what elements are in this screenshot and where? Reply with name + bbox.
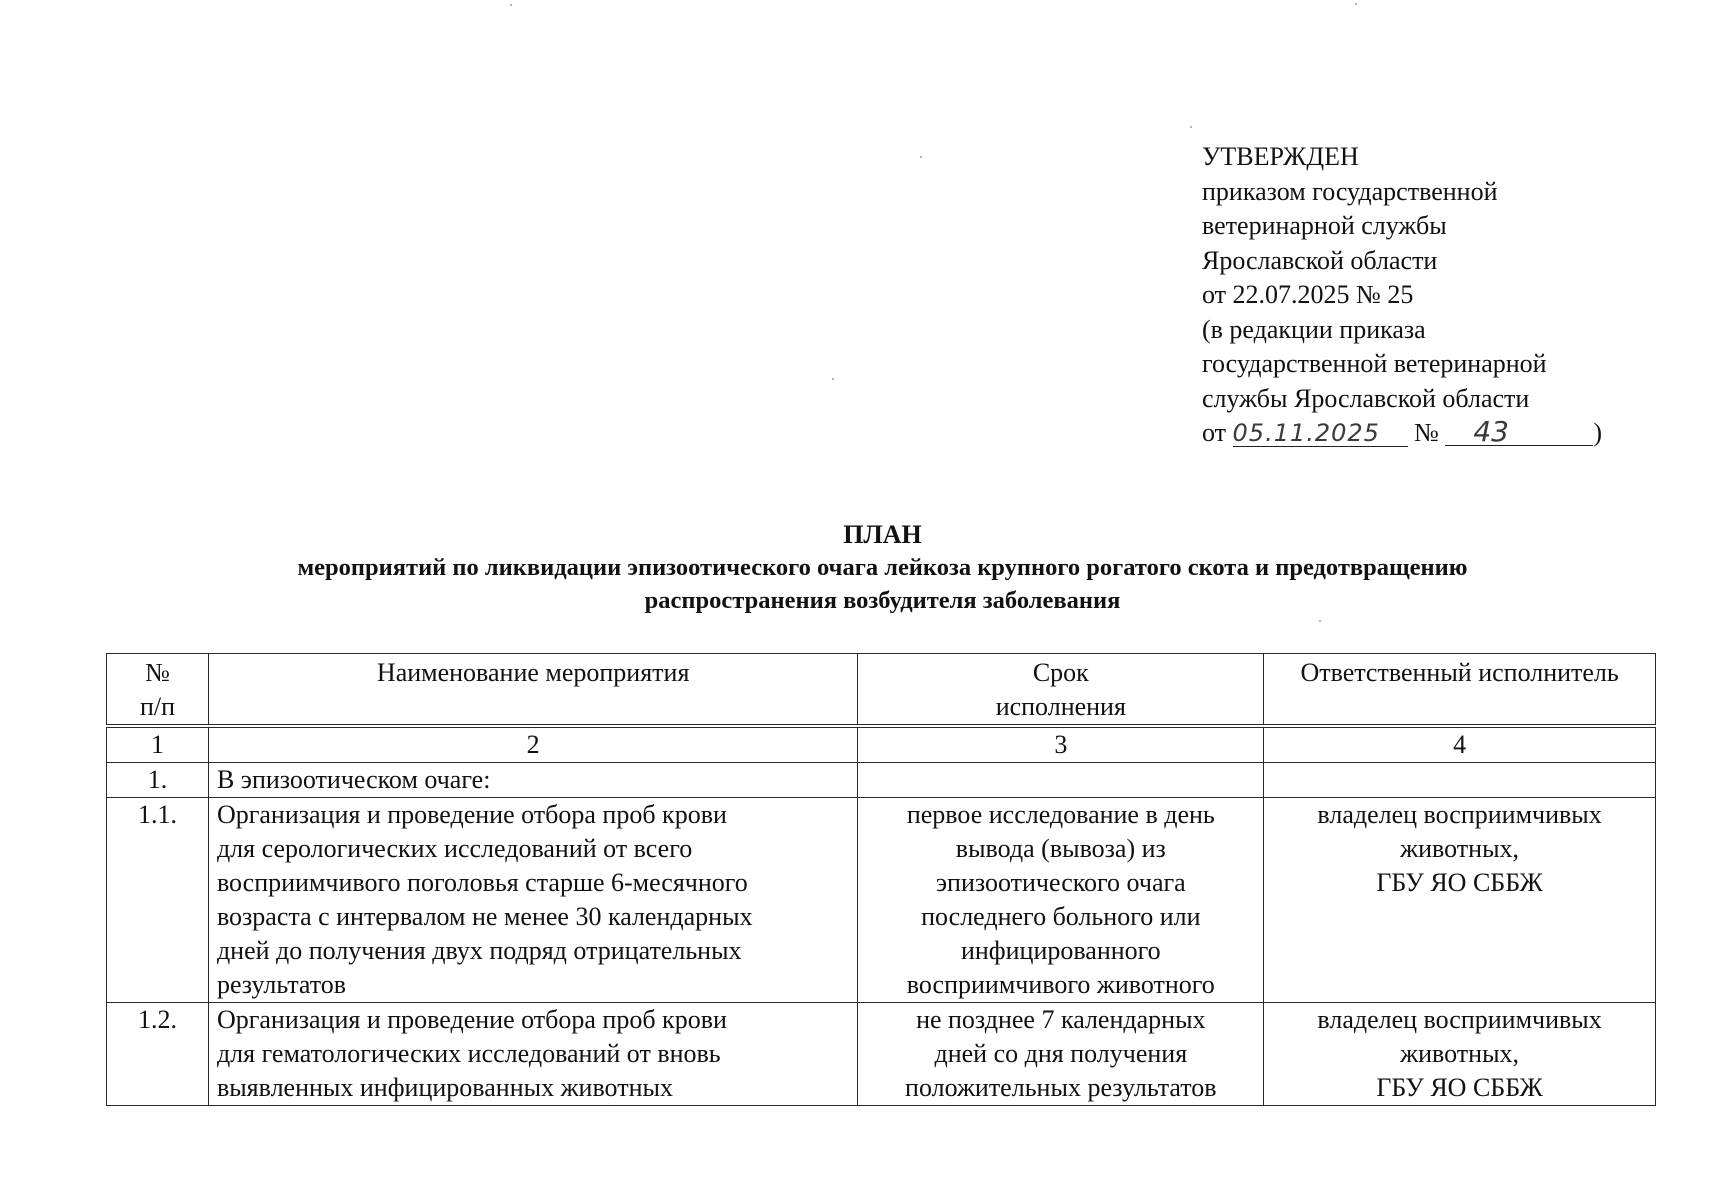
activity-name-line: возраста с интервалом не менее 30 календарных [216, 902, 753, 931]
table-row [107, 763, 1656, 798]
header-activity-name: Наименование мероприятия [208, 654, 857, 727]
deadline-line: положительных результатов [905, 1073, 1217, 1102]
header-number-line: п/п [139, 692, 175, 721]
document-subtitle: распространения возбудителя заболевания [644, 587, 1121, 614]
from-label: от [1202, 418, 1227, 447]
scan-speck [1319, 620, 1321, 622]
row-number: 1. [107, 763, 209, 798]
handwritten-date: 05.11.2025 [1233, 420, 1408, 447]
scan-speck [920, 156, 922, 158]
deadline-cell [858, 798, 1264, 1003]
responsible-party-line: животных, [1400, 1039, 1520, 1068]
scan-speck [1190, 126, 1192, 128]
deadline-cell [858, 1003, 1264, 1106]
activity-name-cell [208, 798, 857, 1003]
column-index: 4 [1264, 726, 1656, 763]
row-number: 1.1. [107, 798, 209, 1003]
approval-line: государственной ветеринарной [1202, 349, 1547, 378]
table-row [107, 798, 1656, 1003]
scan-speck [1355, 3, 1357, 5]
deadline-cell [858, 763, 1264, 798]
scan-speck [510, 4, 512, 6]
approval-line: ветеринарной службы [1202, 211, 1447, 240]
closing-paren: ) [1593, 418, 1603, 447]
deadline-line: дней со дня получения [934, 1039, 1188, 1068]
column-index-row [107, 726, 1656, 763]
handwritten-number: 43 [1445, 419, 1593, 446]
responsible-party-cell [1264, 798, 1656, 1003]
scan-speck [832, 378, 834, 380]
activity-name-line: дней до получения двух подряд отрицательных [216, 936, 742, 965]
document-subtitle: мероприятий по ликвидации эпизоотического очага лейкоза крупного рогатого скота и предотвращению [297, 554, 1468, 581]
approval-line: Ярославской области [1202, 245, 1438, 275]
header-deadline [858, 654, 1264, 727]
deadline-line: первое исследование в день [906, 800, 1215, 829]
header-number [107, 654, 209, 727]
header-deadline-line: Срок [1032, 658, 1089, 687]
plan-table [106, 653, 1656, 1106]
deadline-line: не позднее 7 календарных [916, 1005, 1206, 1034]
responsible-party-line: животных, [1400, 834, 1520, 863]
deadline-line: восприимчивого животного [906, 970, 1215, 999]
approval-heading: УТВЕРЖДЕН [1202, 142, 1359, 171]
activity-name-line: Организация и проведение отбора проб крови [216, 800, 727, 829]
activity-name-line: для серологических исследований от всего [216, 834, 693, 863]
responsible-party-line: ГБУ ЯО СББЖ [1376, 868, 1543, 897]
activity-name-line: выявленных инфицированных животных [216, 1073, 673, 1102]
responsible-party-line: ГБУ ЯО СББЖ [1376, 1073, 1543, 1102]
document-title-block [100, 518, 1665, 617]
header-responsible: Ответственный исполнитель [1264, 654, 1656, 727]
header-deadline-line: исполнения [995, 692, 1126, 721]
approval-line: (в редакции приказа [1202, 314, 1426, 344]
approval-line: службы Ярославской области [1202, 383, 1530, 413]
header-number-line: № [145, 658, 170, 687]
activity-name-line: восприимчивого поголовья старше 6-месячного [216, 868, 748, 897]
document-title: ПЛАН [843, 520, 922, 549]
deadline-line: инфицированного [960, 936, 1161, 965]
deadline-line: вывода (вывоза) из [955, 834, 1166, 863]
activity-name-line: В эпизоотическом очаге: [216, 765, 491, 794]
responsible-party-cell [1264, 763, 1656, 798]
approval-line: приказом государственной [1202, 176, 1498, 206]
deadline-line: последнего больного или [921, 902, 1201, 931]
activity-name-line: результатов [216, 970, 347, 999]
column-index: 3 [858, 726, 1264, 763]
number-label: № [1414, 418, 1439, 447]
plan-table-body [107, 763, 1656, 1106]
table-row [107, 1003, 1656, 1106]
activity-name-line: Организация и проведение отбора проб крови [216, 1005, 727, 1034]
activity-name-cell [208, 763, 857, 798]
responsible-party-line: владелец восприимчивых [1317, 1005, 1602, 1034]
row-number: 1.2. [107, 1003, 209, 1106]
column-index: 2 [208, 726, 857, 763]
activity-name-line: для гематологических исследований от вновь [216, 1039, 721, 1068]
column-index: 1 [107, 726, 209, 763]
responsible-party-line: владелец восприимчивых [1317, 800, 1602, 829]
table-header-row [107, 654, 1656, 727]
activity-name-cell [208, 1003, 857, 1106]
deadline-line: эпизоотического очага [935, 868, 1186, 897]
amendment-line [1202, 416, 1672, 451]
approval-stamp-block [1202, 140, 1672, 451]
approval-order-date: от 22.07.2025 № 25 [1202, 280, 1414, 309]
responsible-party-cell [1264, 1003, 1656, 1106]
